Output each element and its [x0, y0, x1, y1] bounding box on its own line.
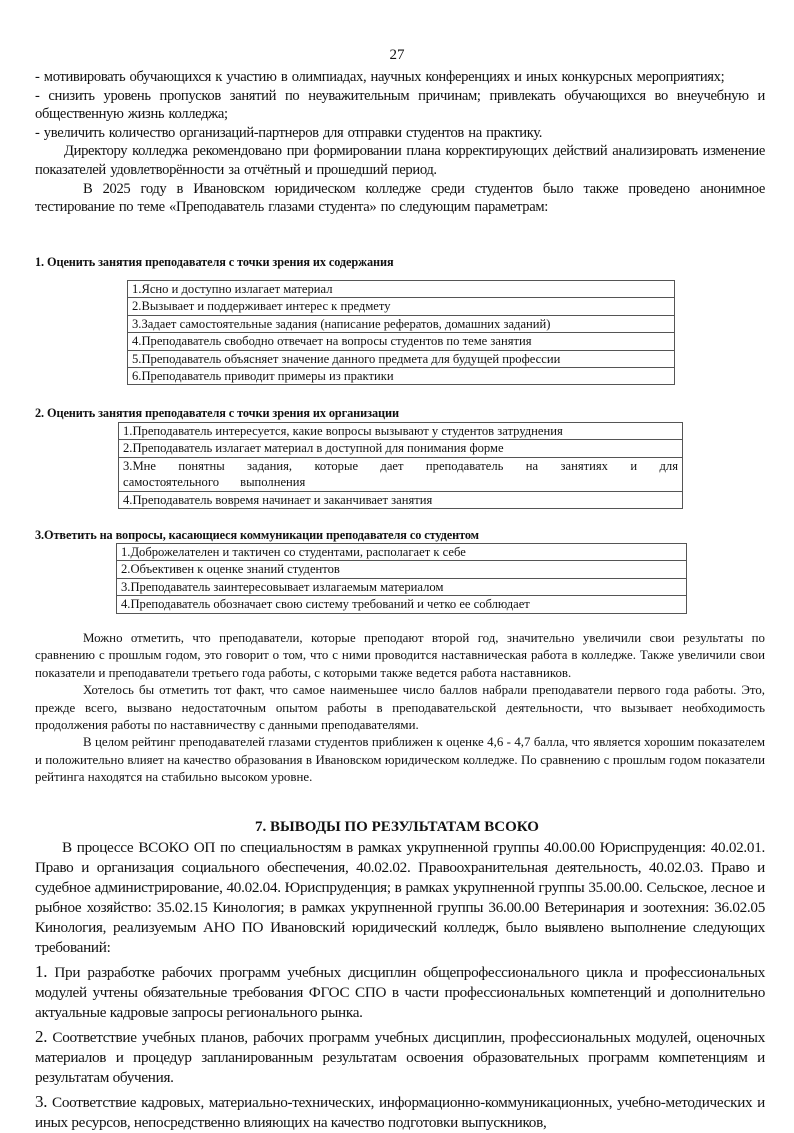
criteria-table-3 [116, 543, 687, 614]
conclusion-item-number: 3. [35, 1092, 48, 1111]
table-row [119, 491, 683, 508]
conclusion-item-number: 1. [35, 962, 48, 981]
table-row [128, 281, 675, 298]
table-row [117, 578, 687, 595]
table-row [117, 544, 687, 561]
criteria-table-2 [118, 422, 683, 509]
recommendation-item: - снизить уровень пропусков занятий по неуважительным причинам; привлекать обучающихся во внеучебную и общественную жизнь колледжа; [35, 87, 765, 123]
page-number: 27 [389, 47, 405, 63]
criteria-item: 4.Преподаватель свободно отвечает на вопросы студентов по теме занятия [128, 333, 675, 350]
criteria-item: 2.Преподаватель излагает материал в доступной для понимания форме [119, 440, 683, 457]
analysis-paragraph: Можно отметить, что преподаватели, которые преподают второй год, значительно увеличили свои результаты по сравнению с прошлым годом, это говорит о том, что с ними проводится наставническая работа в колледже. Также увеличили свои показатели и преподаватели третьего года работы, с которыми также ведется работа наставников. [35, 631, 765, 680]
conclusion-item-text: При разработке рабочих программ учебных дисциплин общепрофессионального цикла и профессиональных модулей учтены обязательные требования ФГОС СПО в части профессиональных компетенций и дополнительно актуальные кадровые запросы регионального рынка. [35, 964, 765, 1021]
section-title: 7. ВЫВОДЫ ПО РЕЗУЛЬТАТАМ ВСОКО [255, 819, 539, 835]
criteria-item: 3.Преподаватель заинтересовывает излагаемым материалом [117, 578, 687, 595]
conclusion-intro: В процессе ВСОКО ОП по специальностям в рамках укрупненной группы 40.00.00 Юриспруденция: 40.02.01. Право и организация социального обеспечения, 40.02.02. Правоохранительная деятельность, 40.02.03. Право и судебное администрирование, 40.02.04. Юриспруденция; в рамках укрупненной группы 35.00.00. Сельское, лесное и рыбное хозяйство: 35.02.15 Кинология; в рамках укрупненной группы 36.00.00 Ветеринария и зоотехния: 36.02.05 Кинология, реализуемым АНО ПО Ивановский юридический колледж, было выявлено выполнение следующих требований: [35, 839, 765, 956]
recommendations-list [35, 68, 765, 217]
question-1-title: 1. Оценить занятия преподавателя с точки зрения их содержания [35, 255, 394, 269]
table-row [119, 457, 683, 491]
criteria-item: 1.Ясно и доступно излагает материал [128, 281, 675, 298]
recommendation-item: - увеличить количество организаций-партнеров для отправки студентов на практику. [35, 124, 543, 141]
table-row [128, 315, 675, 332]
conclusion-item-number: 2. [35, 1027, 48, 1046]
director-paragraph: Директору колледжа рекомендовано при формировании плана корректирующих действий анализировать изменение показателей удовлетворённости за отчётный и прошедший период. [35, 143, 765, 178]
criteria-item: 1.Преподаватель интересуется, какие вопросы вызывают у студентов затруднения [119, 423, 683, 440]
analysis-paragraph: В целом рейтинг преподавателей глазами студентов приближен к оценке 4,6 - 4,7 балла, что является хорошим показателем и положительно влияет на качество образования в Ивановском юридическом колледже. По сравнению с прошлым годом показатели рейтинга находятся на стабильно высоком уровне. [35, 735, 765, 785]
table-row [128, 350, 675, 367]
conclusion-item [35, 962, 765, 1023]
criteria-item: 1.Доброжелателен и тактичен со студентами, располагает к себе [117, 544, 687, 561]
table-row [128, 368, 675, 385]
table-row [117, 561, 687, 578]
criteria-item: 3.Задает самостоятельные задания (написание рефератов, домашних заданий) [128, 315, 675, 332]
survey-intro: В 2025 году в Ивановском юридическом колледже среди студентов было также проведено анонимное тестирование по теме «Преподаватель глазами студента» по следующим параметрам: [35, 180, 765, 216]
table-row [119, 440, 683, 457]
criteria-item: 2.Вызывает и поддерживает интерес к предмету [128, 298, 675, 315]
criteria-item: 5.Преподаватель объясняет значение данного предмета для будущей профессии [128, 350, 675, 367]
table-row [128, 298, 675, 315]
conclusion-item [35, 1092, 765, 1133]
question-2-title: 2. Оценить занятия преподавателя с точки зрения их организации [35, 406, 399, 420]
criteria-item: 4.Преподаватель вовремя начинает и заканчивает занятия [119, 491, 683, 508]
conclusions-section [35, 838, 765, 1133]
table-row [117, 596, 687, 613]
conclusion-item-text: Соответствие учебных планов, рабочих программ учебных дисциплин, профессиональных модулей, оценочных материалов и процедур запланированным результатам освоения образовательных программ компетенциям и результатам обучения. [35, 1029, 765, 1086]
question-3-title: 3.Ответить на вопросы, касающиеся коммуникации преподавателя со студентом [35, 528, 479, 542]
criteria-item: 2.Объективен к оценке знаний студентов [117, 561, 687, 578]
criteria-item: 6.Преподаватель приводит примеры из практики [128, 368, 675, 385]
table-row [128, 333, 675, 350]
criteria-table-1 [127, 280, 675, 385]
analysis-section [35, 630, 765, 787]
conclusion-item-text: Соответствие кадровых, материально-технических, информационно-коммуникационных, учебно-методических и иных ресурсов, непосредственно влияющих на качество подготовки выпускников, [35, 1094, 766, 1131]
criteria-item: 4.Преподаватель обозначает свою систему требований и четко ее соблюдает [117, 596, 687, 613]
conclusion-item [35, 1027, 765, 1088]
analysis-paragraph: Хотелось бы отметить тот факт, что самое наименьшее число баллов набрали преподаватели первого года работы. Это, прежде всего, вызвано недостаточным опытом работы в преподавательской деятельности, что вызывает необходимость продолжения работы по наставничеству с данными преподавателями. [35, 683, 765, 733]
table-row [119, 423, 683, 440]
criteria-item: 3.Мне понятны задания, которые дает преподаватель на занятиях и для самостоятельного выполнения [119, 457, 683, 491]
recommendation-item: - мотивировать обучающихся к участию в олимпиадах, научных конференциях и иных конкурсных мероприятиях; [35, 69, 725, 85]
